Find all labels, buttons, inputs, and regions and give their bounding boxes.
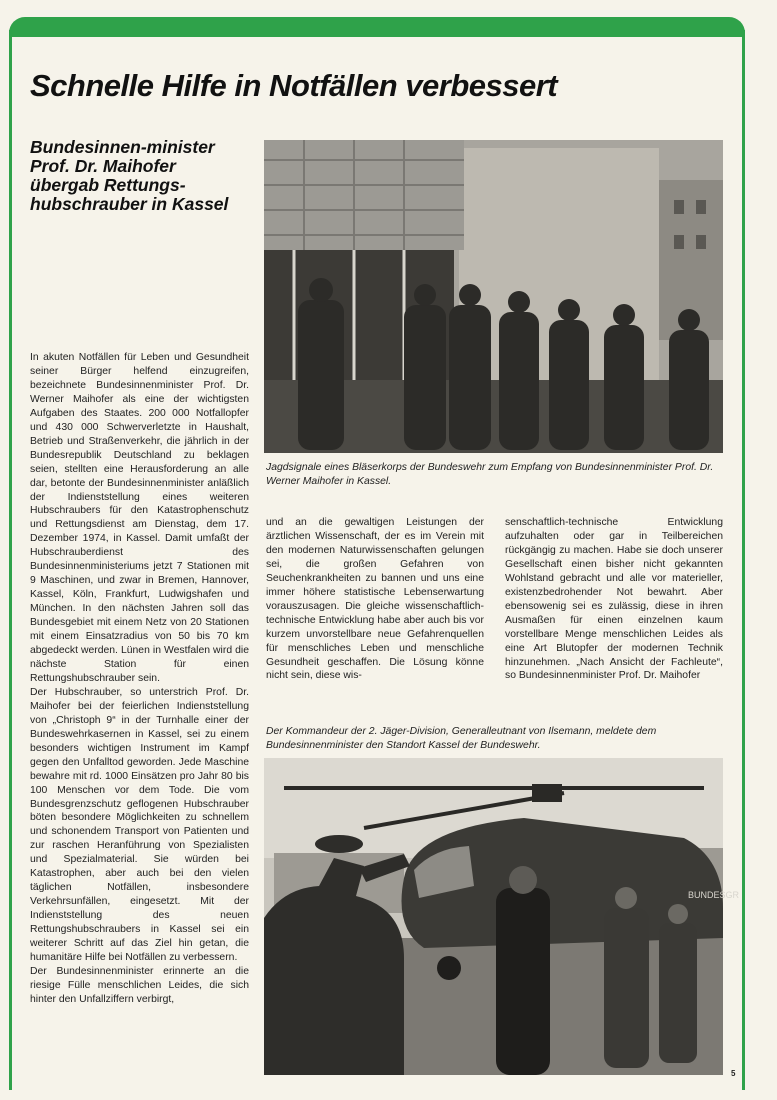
green-frame-left: [9, 30, 12, 1090]
page-number: 5: [731, 1069, 736, 1078]
photo-helicopter-salute: [264, 758, 740, 1075]
body-column-right: senschaftlich-technische Entwicklung aufzuhalten oder gar in Teilbereichen rückgängig zu machen. Habe sie doch unserer Gesellschaft einen bisher nicht gekannten Wohlstand gebracht und alle vor materieller, existenzbedrohender Not bewahrt. Aber ebensowenig sei es zulässig, diese in ihren Ausmaßen für einen einzelnen kaum vorstellbare Menge menschlichen Leides als eine Art Blutopfer der modernen Technik hinzunehmen. „Nach Ansicht der Fachleute“, so Bundesinnenminister Prof. Dr. Maihofer: [505, 517, 723, 682]
green-frame-right: [742, 30, 745, 1090]
green-frame-top: [9, 17, 745, 37]
helicopter-fuselage-text: BUNDESGR: [688, 890, 740, 900]
body-column-middle: und an die gewaltigen Leistungen der ärztlichen Wissenschaft, der es im Verein mit den modernen Naturwissenschaften gelungen sei, die großen Gefahren von Seuchenkrankheiten zu bannen und uns eine immer höhere statistische Lebenserwartung vorauszusagen. Die gleiche wissenschaftlich-technische Entwicklung habe aber auch bis vor kurzem unvorstellbare neue Gefahrenquellen für menschliches Leben und menschliche Gesundheit geschaffen. Die Lösung könne nicht sein, diese wis-: [266, 517, 484, 682]
photo-caption-horn-corps: Jagdsignale eines Bläserkorps der Bundeswehr zum Empfang von Bundesinnenminister Prof. Dr. Werner Maihofer in Kassel.: [266, 462, 714, 487]
photo-caption-helicopter: Der Kommandeur der 2. Jäger-Division, Generalleutnant von Ilsemann, meldete dem Bundesinnenminister den Standort Kassel der Bundeswehr.: [266, 726, 657, 751]
headline: Schnelle Hilfe in Notfällen verbessert: [30, 68, 558, 103]
subheadline: Bundesinnen-minister Prof. Dr. Maihofer übergab Rettungs-hubschrauber in Kassel: [30, 137, 229, 214]
photo-horn-corps: [264, 140, 723, 453]
body-column-left: In akuten Notfällen für Leben und Gesundheit seiner Bürger helfend einzugreifen, bezeichnete Bundesinnenminister Prof. Dr. Werner Maihofer als eine der wichtigsten Aufgaben des Staates. 200 000 Notfallopfer und 430 000 Schwerverletzte in Haushalt, Betrieb und Straßenverkehr, die jährlich in der Bundesrepublik Deutschland zu beklagen seien, stellten eine Herausforderung an alle dar, betonte der Bundesinnenminister anläßlich der Indienststellung eines weiteren Hubschraubers für den Katastrophenschutz und Rettungsdienst am Dienstag, dem 17. Dezember 1974, in Kassel. Damit umfaßt der Hubschrauberdienst des Bundesinnenministeriums jetzt 7 Stationen mit 9 Maschinen, und zwar in Bremen, Hannover, Kassel, Köln, Frankfurt, Ludwigshafen und München. In den nächsten Jahren soll das Bundesgebiet mit einem Netz von 20 Stationen mit einem Einsatzradius von 50 bis 70 km abgedeckt werden. Lünen in Westfalen wird die nächste Station für einen Rettungshubschrauber sein. Der Hubschrauber, so unterstrich Prof. Dr. Maihofer bei der feierlichen Indienststellung von „Christoph 9“ in der Turnhalle einer der Bundeswehrkasernen in Kassel, sei zu einem besonders wichtigen Instrument im Kampf gegen den Unfalltod geworden. Jede Maschine bewahre mit rd. 1000 Einsätzen pro Jahr 80 bis 100 Menschen vor dem Tode. Die vom Bundesgrenzschutz geflogenen Hubschrauber böten besondere Möglichkeiten zu schnellem und schonendem Transport von Patienten und zur raschen Heranführung von Spezialisten und Spezialmaterial. Sie würden bei Katastrophen, aber auch bei den vielen täglichen Notfällen, insbesondere Verkehrsunfällen, eingesetzt. Mit der Indienststellung des neuen Rettungshubschraubers in Kassel sei ein weiterer Schritt auf das Ziel hin getan, die humanitäre Hilfe bei Notfällen zu verbessern. Der Bundesinnenminister erinnerte an die riesige Fülle menschlichen Leides, die sich hinter den Unfallziffern verbirgt,: [30, 352, 249, 1005]
